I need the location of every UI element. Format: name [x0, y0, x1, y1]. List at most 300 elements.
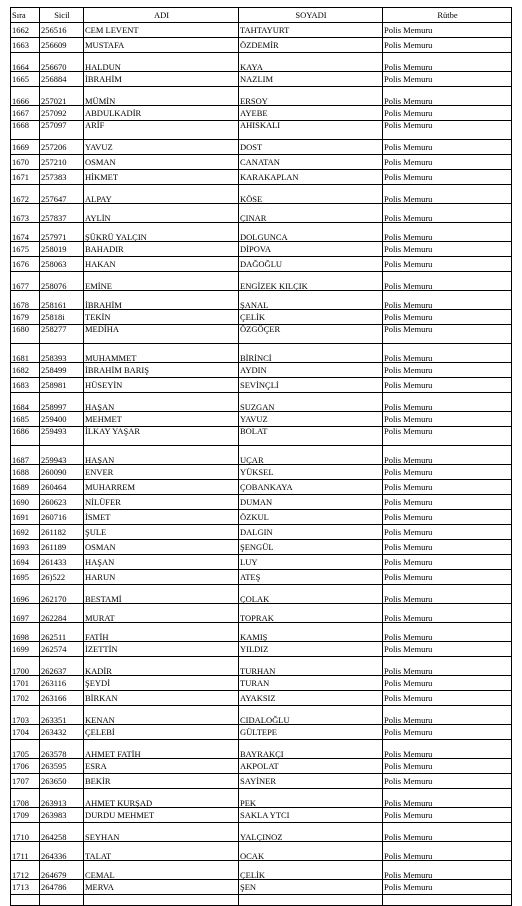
table-row — [11, 53, 512, 72]
header-rutbe: Rütbe — [383, 8, 512, 23]
cell-soyadi: DOLGUNCA — [239, 223, 383, 242]
cell-soyadi: AHISKALI — [239, 121, 383, 140]
table-row — [11, 525, 512, 540]
cell-adi: ŞEYDİ — [84, 676, 239, 691]
cell-rutbe: Polis Memuru — [383, 412, 512, 427]
header-soyadi: SOYADI — [239, 8, 383, 23]
cell-sira: 1677 — [11, 272, 40, 291]
cell-soyadi: OCAK — [239, 842, 383, 861]
cell-sira: 1707 — [11, 774, 40, 789]
cell-rutbe: Polis Memuru — [383, 808, 512, 823]
cell-adi: İBRAHİM — [84, 291, 239, 310]
table-row — [11, 344, 512, 363]
cell-adi: ŞÜKRÜ YALÇIN — [84, 223, 239, 242]
cell-sira: 1701 — [11, 676, 40, 691]
cell-soyadi: ÇINAR — [239, 204, 383, 223]
cell-soyadi: ÖZDEMİR — [239, 38, 383, 53]
cell-adi: SEYHAN — [84, 823, 239, 842]
cell-sicil: 259493 — [40, 427, 84, 446]
cell-rutbe: Polis Memuru — [383, 691, 512, 706]
cell-rutbe: Polis Memuru — [383, 291, 512, 310]
cell-soyadi: GÜLTEPE — [239, 725, 383, 740]
cell-soyadi: ÇOLAK — [239, 585, 383, 604]
cell-sicil: 263351 — [40, 706, 84, 725]
cell-sira: 1678 — [11, 291, 40, 310]
cell-sicil: 256516 — [40, 23, 84, 38]
cell-sira: 1711 — [11, 842, 40, 861]
cell-sira: 1698 — [11, 623, 40, 642]
cell-sicil: 257097 — [40, 121, 84, 140]
cell-soyadi: SUZGAN — [239, 393, 383, 412]
cell-soyadi: TAHTAYURT — [239, 23, 383, 38]
cell-adi: ENVER — [84, 465, 239, 480]
cell-sicil: 261189 — [40, 540, 84, 555]
empty-cell — [11, 895, 40, 906]
cell-sira: 1669 — [11, 140, 40, 155]
cell-adi: AHMET FATİH — [84, 740, 239, 759]
cell-rutbe: Polis Memuru — [383, 842, 512, 861]
table-row — [11, 257, 512, 272]
cell-adi: CEMAL — [84, 861, 239, 880]
cell-sira: 1697 — [11, 604, 40, 623]
cell-soyadi: DAĞOĞLU — [239, 257, 383, 272]
cell-soyadi: YALÇINOZ — [239, 823, 383, 842]
cell-rutbe: Polis Memuru — [383, 525, 512, 540]
cell-sicil: 258063 — [40, 257, 84, 272]
cell-sicil: 263983 — [40, 808, 84, 823]
cell-rutbe: Polis Memuru — [383, 623, 512, 642]
table-row — [11, 87, 512, 106]
cell-adi: İLKAY YAŞAR — [84, 427, 239, 446]
cell-soyadi: DİPOVA — [239, 242, 383, 257]
cell-rutbe: Polis Memuru — [383, 140, 512, 155]
cell-soyadi: PEK — [239, 789, 383, 808]
cell-adi: ALPAY — [84, 185, 239, 204]
cell-rutbe: Polis Memuru — [383, 604, 512, 623]
cell-sira: 1696 — [11, 585, 40, 604]
cell-soyadi: AYDIN — [239, 363, 383, 378]
table-row — [11, 570, 512, 585]
cell-soyadi: KÖSE — [239, 185, 383, 204]
cell-rutbe: Polis Memuru — [383, 789, 512, 808]
cell-adi: BAHADIR — [84, 242, 239, 257]
cell-adi: HALDUN — [84, 53, 239, 72]
table-header — [11, 8, 512, 23]
table-row — [11, 676, 512, 691]
cell-sicil: 262284 — [40, 604, 84, 623]
cell-sicil: 25818i — [40, 310, 84, 325]
cell-adi: OSMAN — [84, 155, 239, 170]
cell-adi: İBRAHİM — [84, 72, 239, 87]
cell-sira: 1691 — [11, 510, 40, 525]
cell-sicil: 260090 — [40, 465, 84, 480]
cell-sicil: 263578 — [40, 740, 84, 759]
cell-adi: ABDULKADİR — [84, 106, 239, 121]
table-row — [11, 642, 512, 657]
cell-sira: 1706 — [11, 759, 40, 774]
cell-sicil: 263913 — [40, 789, 84, 808]
cell-sira: 1671 — [11, 170, 40, 185]
cell-rutbe: Polis Memuru — [383, 23, 512, 38]
cell-sira: 1694 — [11, 555, 40, 570]
cell-soyadi: AKPOLAT — [239, 759, 383, 774]
cell-sicil: 257647 — [40, 185, 84, 204]
cell-sicil: 264679 — [40, 861, 84, 880]
cell-sira: 1670 — [11, 155, 40, 170]
table-row — [11, 657, 512, 676]
cell-soyadi: NAZLIM — [239, 72, 383, 87]
cell-sira: 1702 — [11, 691, 40, 706]
cell-adi: HİKMET — [84, 170, 239, 185]
header-row — [11, 8, 512, 23]
cell-sicil: 257837 — [40, 204, 84, 223]
cell-sira: 1704 — [11, 725, 40, 740]
table-row — [11, 842, 512, 861]
cell-adi: HAŞAN — [84, 393, 239, 412]
cell-adi: ESRA — [84, 759, 239, 774]
cell-adi: MUSTAFA — [84, 38, 239, 53]
cell-soyadi: KAYA — [239, 53, 383, 72]
table-row — [11, 170, 512, 185]
cell-sira: 1693 — [11, 540, 40, 555]
cell-rutbe: Polis Memuru — [383, 676, 512, 691]
table-row — [11, 480, 512, 495]
cell-sira: 1688 — [11, 465, 40, 480]
cell-sicil: 256670 — [40, 53, 84, 72]
cell-rutbe: Polis Memuru — [383, 446, 512, 465]
table-body — [11, 23, 512, 906]
cell-soyadi: YÜKSEL — [239, 465, 383, 480]
table-row — [11, 291, 512, 310]
cell-rutbe: Polis Memuru — [383, 495, 512, 510]
cell-sicil: 264258 — [40, 823, 84, 842]
table-row — [11, 140, 512, 155]
table-row — [11, 378, 512, 393]
cell-rutbe: Polis Memuru — [383, 170, 512, 185]
cell-sira: 1675 — [11, 242, 40, 257]
cell-sira: 1710 — [11, 823, 40, 842]
table-row — [11, 789, 512, 808]
table-row — [11, 310, 512, 325]
cell-soyadi: DUMAN — [239, 495, 383, 510]
cell-rutbe: Polis Memuru — [383, 393, 512, 412]
cell-sicil: 258161 — [40, 291, 84, 310]
table-row — [11, 121, 512, 140]
cell-sira: 1685 — [11, 412, 40, 427]
cell-sira: 1709 — [11, 808, 40, 823]
cell-sira: 1662 — [11, 23, 40, 38]
table-row — [11, 740, 512, 759]
cell-rutbe: Polis Memuru — [383, 344, 512, 363]
cell-sicil: 257971 — [40, 223, 84, 242]
cell-sicil: 258076 — [40, 272, 84, 291]
cell-adi: MEDİHA — [84, 325, 239, 344]
cell-sira: 1690 — [11, 495, 40, 510]
cell-sicil: 257206 — [40, 140, 84, 155]
cell-soyadi: ŞANAL — [239, 291, 383, 310]
cell-rutbe: Polis Memuru — [383, 555, 512, 570]
table-row — [11, 155, 512, 170]
cell-soyadi: SEVİNÇLİ — [239, 378, 383, 393]
cell-adi: MERVA — [84, 880, 239, 895]
cell-soyadi: CANATAN — [239, 155, 383, 170]
cell-adi: BESTAMİ — [84, 585, 239, 604]
cell-sira: 1684 — [11, 393, 40, 412]
cell-adi: MUHARREM — [84, 480, 239, 495]
cell-soyadi: TURHAN — [239, 657, 383, 676]
cell-rutbe: Polis Memuru — [383, 823, 512, 842]
cell-adi: İBRAHİM BARIŞ — [84, 363, 239, 378]
cell-rutbe: Polis Memuru — [383, 740, 512, 759]
table-row — [11, 223, 512, 242]
cell-sicil: 264786 — [40, 880, 84, 895]
cell-adi: YAVUZ — [84, 140, 239, 155]
cell-soyadi: KARAKAPLAN — [239, 170, 383, 185]
cell-soyadi: ÇELİK — [239, 861, 383, 880]
cell-soyadi: BOLAT — [239, 427, 383, 446]
cell-adi: MURAT — [84, 604, 239, 623]
table-row — [11, 604, 512, 623]
table-row — [11, 555, 512, 570]
cell-rutbe: Polis Memuru — [383, 774, 512, 789]
cell-adi: AYLİN — [84, 204, 239, 223]
cell-rutbe: Polis Memuru — [383, 38, 512, 53]
cell-rutbe: Polis Memuru — [383, 325, 512, 344]
cell-soyadi: AYEBE — [239, 106, 383, 121]
cell-soyadi: ÇELİK — [239, 310, 383, 325]
cell-adi: TALAT — [84, 842, 239, 861]
cell-sira: 1712 — [11, 861, 40, 880]
cell-adi: DURDU MEHMET — [84, 808, 239, 823]
cell-sira: 1681 — [11, 344, 40, 363]
table-row — [11, 725, 512, 740]
cell-sira: 1664 — [11, 53, 40, 72]
cell-soyadi: ATEŞ — [239, 570, 383, 585]
cell-soyadi: SAYİNER — [239, 774, 383, 789]
cell-sicil: 259943 — [40, 446, 84, 465]
cell-sira: 1700 — [11, 657, 40, 676]
cell-sira: 1695 — [11, 570, 40, 585]
empty-cell — [239, 895, 383, 906]
cell-sira: 1674 — [11, 223, 40, 242]
cell-rutbe: Polis Memuru — [383, 204, 512, 223]
cell-sicil: 260623 — [40, 495, 84, 510]
cell-sicil: 257021 — [40, 87, 84, 106]
cell-sira: 1708 — [11, 789, 40, 808]
cell-sicil: 264336 — [40, 842, 84, 861]
cell-sicil: 256884 — [40, 72, 84, 87]
cell-adi: HÜSEYİN — [84, 378, 239, 393]
cell-rutbe: Polis Memuru — [383, 540, 512, 555]
cell-adi: OSMAN — [84, 540, 239, 555]
table-row — [11, 446, 512, 465]
header-sicil: Sicil — [40, 8, 84, 23]
cell-sicil: 263166 — [40, 691, 84, 706]
cell-soyadi: BAYRAKÇI — [239, 740, 383, 759]
cell-rutbe: Polis Memuru — [383, 72, 512, 87]
table-row — [11, 412, 512, 427]
cell-soyadi: CIDALOĞLU — [239, 706, 383, 725]
cell-soyadi: UÇAR — [239, 446, 383, 465]
cell-adi: KADİR — [84, 657, 239, 676]
cell-adi: MÜMİN — [84, 87, 239, 106]
table-row — [11, 465, 512, 480]
cell-rutbe: Polis Memuru — [383, 257, 512, 272]
cell-adi: MEHMET — [84, 412, 239, 427]
cell-sicil: 257092 — [40, 106, 84, 121]
cell-sira: 1705 — [11, 740, 40, 759]
cell-adi: ŞULE — [84, 525, 239, 540]
table-row — [11, 861, 512, 880]
cell-rutbe: Polis Memuru — [383, 272, 512, 291]
cell-sira: 1668 — [11, 121, 40, 140]
cell-sira: 1683 — [11, 378, 40, 393]
cell-sira: 1672 — [11, 185, 40, 204]
cell-adi: FATİH — [84, 623, 239, 642]
cell-soyadi: DALGIN — [239, 525, 383, 540]
cell-adi: İSMET — [84, 510, 239, 525]
cell-sicil: 263116 — [40, 676, 84, 691]
cell-soyadi: ÖZGÖÇER — [239, 325, 383, 344]
cell-soyadi: SAKLA YTCI — [239, 808, 383, 823]
cell-sira: 1703 — [11, 706, 40, 725]
cell-soyadi: DOST — [239, 140, 383, 155]
cell-sira: 1680 — [11, 325, 40, 344]
cell-rutbe: Polis Memuru — [383, 861, 512, 880]
cell-soyadi: ÖZKUL — [239, 510, 383, 525]
cell-adi: AHMET KURŞAD — [84, 789, 239, 808]
cell-soyadi: TURAN — [239, 676, 383, 691]
table-row — [11, 325, 512, 344]
cell-sicil: 263432 — [40, 725, 84, 740]
header-sira: Sıra — [11, 8, 40, 23]
table-row — [11, 185, 512, 204]
cell-sira: 1687 — [11, 446, 40, 465]
cell-rutbe: Polis Memuru — [383, 53, 512, 72]
cell-soyadi: ENGİZEK KILÇIK — [239, 272, 383, 291]
cell-rutbe: Polis Memuru — [383, 427, 512, 446]
cell-rutbe: Polis Memuru — [383, 465, 512, 480]
cell-adi: İZETTİN — [84, 642, 239, 657]
cell-sicil: 263595 — [40, 759, 84, 774]
cell-rutbe: Polis Memuru — [383, 121, 512, 140]
table-row — [11, 880, 512, 895]
cell-rutbe: Polis Memuru — [383, 657, 512, 676]
cell-soyadi: TOPRAK — [239, 604, 383, 623]
cell-soyadi: ŞEN — [239, 880, 383, 895]
cell-sicil: 258393 — [40, 344, 84, 363]
table-row — [11, 706, 512, 725]
cell-soyadi: ÇOBANKAYA — [239, 480, 383, 495]
header-adi: ADI — [84, 8, 239, 23]
cell-rutbe: Polis Memuru — [383, 480, 512, 495]
table-row — [11, 106, 512, 121]
cell-sira: 1679 — [11, 310, 40, 325]
cell-sicil: 258499 — [40, 363, 84, 378]
cell-sira: 1686 — [11, 427, 40, 446]
cell-sira: 1682 — [11, 363, 40, 378]
cell-adi: MUHAMMET — [84, 344, 239, 363]
cell-sicil: 261433 — [40, 555, 84, 570]
cell-adi: ARİF — [84, 121, 239, 140]
cell-sira: 1673 — [11, 204, 40, 223]
cell-sicil: 256609 — [40, 38, 84, 53]
cell-adi: KENAN — [84, 706, 239, 725]
cell-sira: 1699 — [11, 642, 40, 657]
cell-rutbe: Polis Memuru — [383, 570, 512, 585]
cell-sicil: 262511 — [40, 623, 84, 642]
cell-adi: EMİNE — [84, 272, 239, 291]
table-row — [11, 23, 512, 38]
cell-adi: HAŞAN — [84, 446, 239, 465]
cell-sira: 1713 — [11, 880, 40, 895]
cell-rutbe: Polis Memuru — [383, 363, 512, 378]
table-row — [11, 72, 512, 87]
cell-adi: CEM LEVENT — [84, 23, 239, 38]
personnel-table — [10, 7, 512, 906]
cell-rutbe: Polis Memuru — [383, 585, 512, 604]
cell-adi: ÇELEBİ — [84, 725, 239, 740]
cell-sira: 1676 — [11, 257, 40, 272]
cell-sicil: 260464 — [40, 480, 84, 495]
table-row — [11, 204, 512, 223]
table-row — [11, 363, 512, 378]
cell-sira: 1692 — [11, 525, 40, 540]
table-row — [11, 242, 512, 257]
cell-rutbe: Polis Memuru — [383, 759, 512, 774]
cell-rutbe: Polis Memuru — [383, 223, 512, 242]
cell-rutbe: Polis Memuru — [383, 87, 512, 106]
cell-sicil: 258019 — [40, 242, 84, 257]
cell-soyadi: YAVUZ — [239, 412, 383, 427]
cell-rutbe: Polis Memuru — [383, 242, 512, 257]
empty-cell — [383, 895, 512, 906]
cell-sicil: 260716 — [40, 510, 84, 525]
cell-rutbe: Polis Memuru — [383, 106, 512, 121]
cell-soyadi: ŞENGÜL — [239, 540, 383, 555]
cell-adi: BİRKAN — [84, 691, 239, 706]
table-row — [11, 272, 512, 291]
table-row — [11, 510, 512, 525]
cell-rutbe: Polis Memuru — [383, 642, 512, 657]
cell-sicil: 262170 — [40, 585, 84, 604]
cell-sira: 1665 — [11, 72, 40, 87]
cell-rutbe: Polis Memuru — [383, 185, 512, 204]
cell-soyadi: LUY — [239, 555, 383, 570]
cell-sira: 1663 — [11, 38, 40, 53]
cell-adi: HAKAN — [84, 257, 239, 272]
cell-adi: BEKİR — [84, 774, 239, 789]
cell-rutbe: Polis Memuru — [383, 378, 512, 393]
cell-soyadi: KAMIŞ — [239, 623, 383, 642]
table-row — [11, 540, 512, 555]
cell-sicil: 26)522 — [40, 570, 84, 585]
cell-adi: HAŞAN — [84, 555, 239, 570]
cell-sicil: 262574 — [40, 642, 84, 657]
cell-soyadi: ERSOY — [239, 87, 383, 106]
empty-row — [11, 895, 512, 906]
cell-sicil: 261182 — [40, 525, 84, 540]
cell-sicil: 257383 — [40, 170, 84, 185]
cell-rutbe: Polis Memuru — [383, 310, 512, 325]
cell-rutbe: Polis Memuru — [383, 510, 512, 525]
table-row — [11, 623, 512, 642]
cell-rutbe: Polis Memuru — [383, 880, 512, 895]
cell-sicil: 258997 — [40, 393, 84, 412]
table-row — [11, 393, 512, 412]
empty-cell — [40, 895, 84, 906]
table-row — [11, 585, 512, 604]
